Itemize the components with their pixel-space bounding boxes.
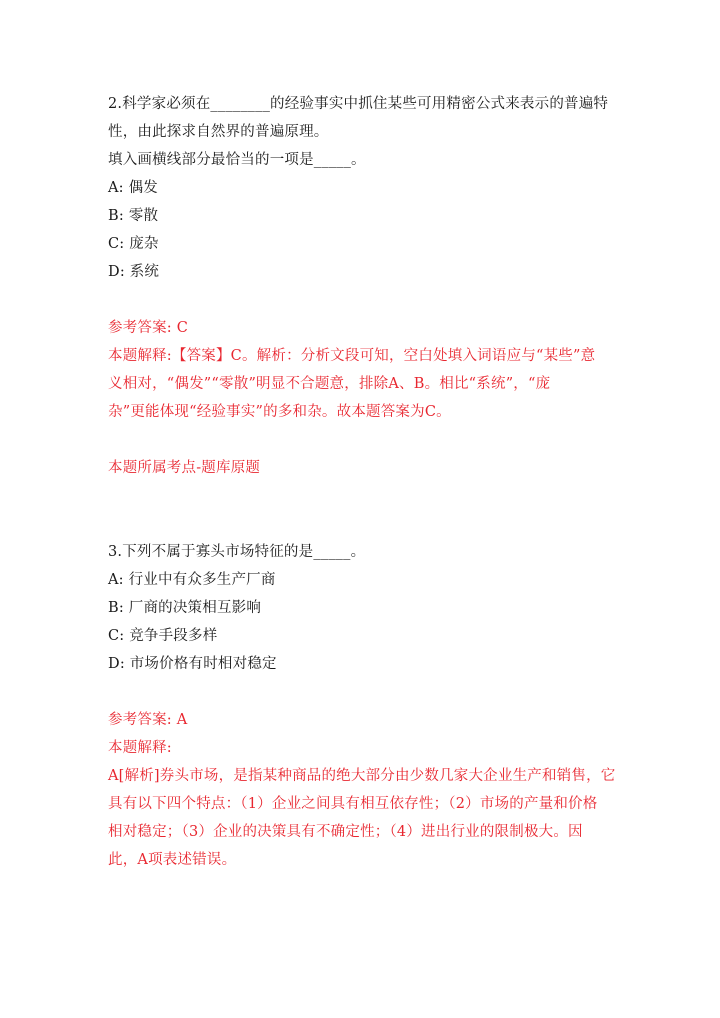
question-3-option-b: B: 厂商的决策相互影响 [108, 600, 262, 616]
question-3-option-d: D: 市场价格有时相对稳定 [108, 656, 277, 672]
question-2-prompt: 填入画横线部分最恰当的一项是_____。 [108, 152, 366, 168]
question-2-option-d: D: 系统 [108, 264, 160, 280]
question-2-stem-line-1: 2.科学家必须在________的经验事实中抓住某些可用精密公式来表示的普遍特 [108, 96, 609, 112]
question-2-explanation-line-1: 本题解释:【答案】C。解析：分析文段可知，空白处填入词语应与“某些”意 [108, 348, 596, 364]
document-page [108, 90, 620, 874]
question-2-explanation-line-3: 杂”更能体现“经验事实”的多和杂。故本题答案为C。 [108, 404, 451, 420]
question-3 [108, 538, 620, 874]
question-3-stem: 3.下列不属于寡头市场特征的是_____。 [108, 544, 366, 560]
question-2-explanation-line-2: 义相对，“偶发”“零散”明显不合题意，排除A、B。相比“系统”，“庞 [108, 376, 551, 392]
question-3-option-c: C: 竞争手段多样 [108, 628, 218, 644]
question-3-option-a: A: 行业中有众多生产厂商 [108, 572, 276, 588]
question-3-explanation-line-1: A[解析]券头市场，是指某种商品的绝大部分由少数几家大企业生产和销售，它 [108, 768, 616, 784]
question-2-option-c: C: 庞杂 [108, 236, 159, 252]
question-3-explanation-line-2: 具有以下四个特点：（1）企业之间具有相互依存性；（2）市场的产量和价格 [108, 796, 598, 812]
question-2 [108, 90, 620, 482]
question-2-option-a: A: 偶发 [108, 180, 158, 196]
question-3-explanation-label: 本题解释: [108, 740, 172, 756]
question-2-category: 本题所属考点-题库原题 [108, 460, 261, 476]
question-3-explanation-line-4: 此，A项表述错误。 [108, 852, 237, 868]
question-2-answer: 参考答案: C [108, 320, 188, 336]
question-2-stem-line-2: 性，由此探求自然界的普遍原理。 [108, 124, 329, 140]
question-2-option-b: B: 零散 [108, 208, 159, 224]
question-3-answer: 参考答案: A [108, 712, 188, 728]
question-3-explanation-line-3: 相对稳定；（3）企业的决策具有不确定性；（4）进出行业的限制极大。因 [108, 824, 583, 840]
